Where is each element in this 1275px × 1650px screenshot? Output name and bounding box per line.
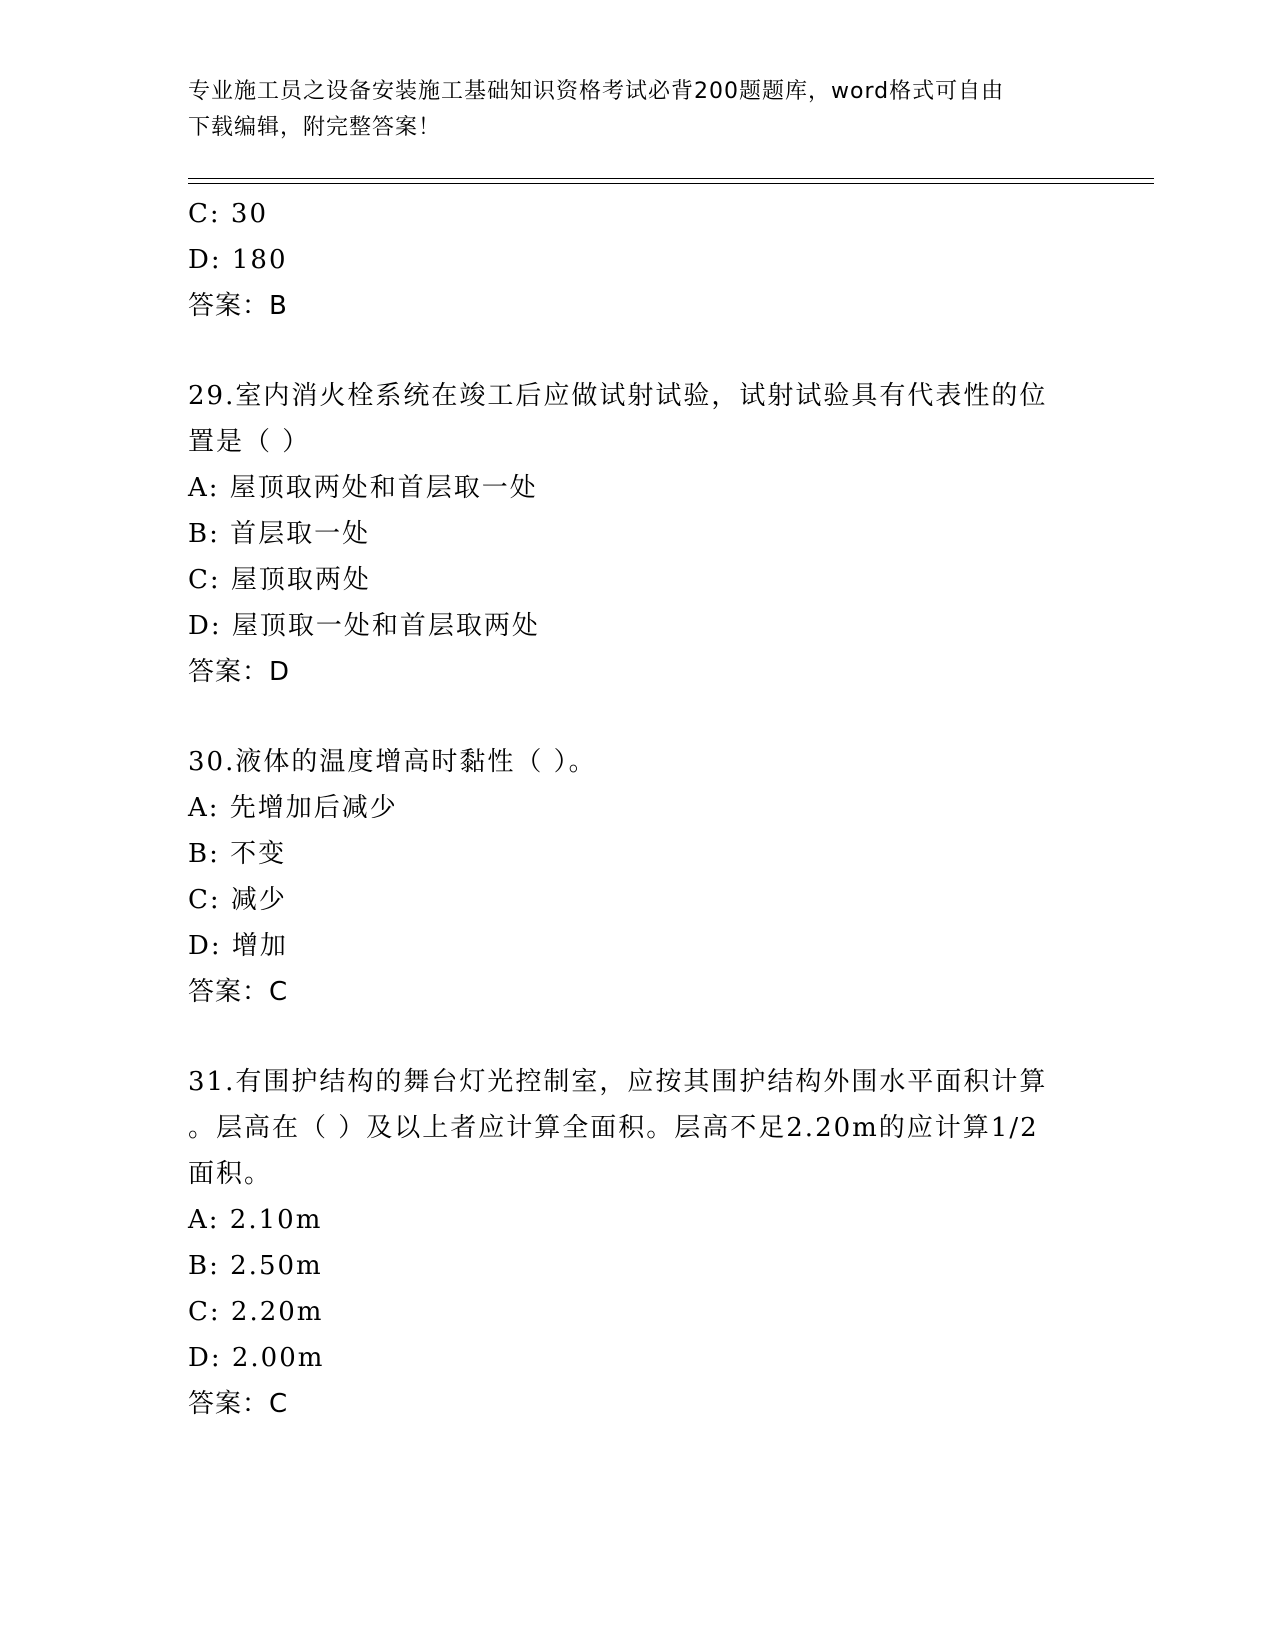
header-line-1: 专业施工员之设备安装施工基础知识资格考试必背200题题库，word格式可自由 xyxy=(188,79,1005,104)
header-line-2: 下载编辑，附完整答案！ xyxy=(188,115,442,140)
option-a: A: 屋顶取两处和首层取一处 xyxy=(188,473,538,503)
option-c: C: 屋顶取两处 xyxy=(188,565,371,595)
answer: 答案：B xyxy=(188,291,288,321)
header-divider-top xyxy=(188,178,1154,179)
answer: 答案：C xyxy=(188,1389,289,1419)
option-b: B: 2.50m xyxy=(188,1251,323,1281)
question-stem-continued: 面积。 xyxy=(188,1159,273,1189)
option-d: D: 180 xyxy=(188,245,288,275)
header-divider-bottom xyxy=(188,183,1154,184)
option-d: D: 增加 xyxy=(188,931,288,961)
question-stem: 29.室内消火栓系统在竣工后应做试射试验，试射试验具有代表性的位 xyxy=(188,381,1048,411)
question-30 xyxy=(188,739,1088,1015)
option-c: C: 2.20m xyxy=(188,1297,324,1327)
option-c: C: 30 xyxy=(188,199,269,229)
option-a: A: 先增加后减少 xyxy=(188,793,398,823)
question-28-tail xyxy=(188,191,1088,329)
option-c: C: 减少 xyxy=(188,885,287,915)
document-header xyxy=(188,74,1088,146)
option-d: D: 屋顶取一处和首层取两处 xyxy=(188,611,540,641)
question-29 xyxy=(188,373,1088,695)
question-stem: 31.有围护结构的舞台灯光控制室，应按其围护结构外围水平面积计算 xyxy=(188,1067,1048,1097)
question-stem: 30.液体的温度增高时黏性（ ）。 xyxy=(188,747,597,777)
option-a: A: 2.10m xyxy=(188,1205,323,1235)
option-b: B: 首层取一处 xyxy=(188,519,371,549)
answer: 答案：C xyxy=(188,977,289,1007)
option-b: B: 不变 xyxy=(188,839,287,869)
answer: 答案：D xyxy=(188,657,291,687)
question-stem-continued: 。层高在（ ）及以上者应计算全面积。层高不足2.20m的应计算1/2 xyxy=(188,1113,1039,1143)
question-31 xyxy=(188,1059,1088,1427)
question-stem-continued: 置是（ ） xyxy=(188,427,311,457)
question-list xyxy=(188,191,1088,1427)
option-d: D: 2.00m xyxy=(188,1343,325,1373)
